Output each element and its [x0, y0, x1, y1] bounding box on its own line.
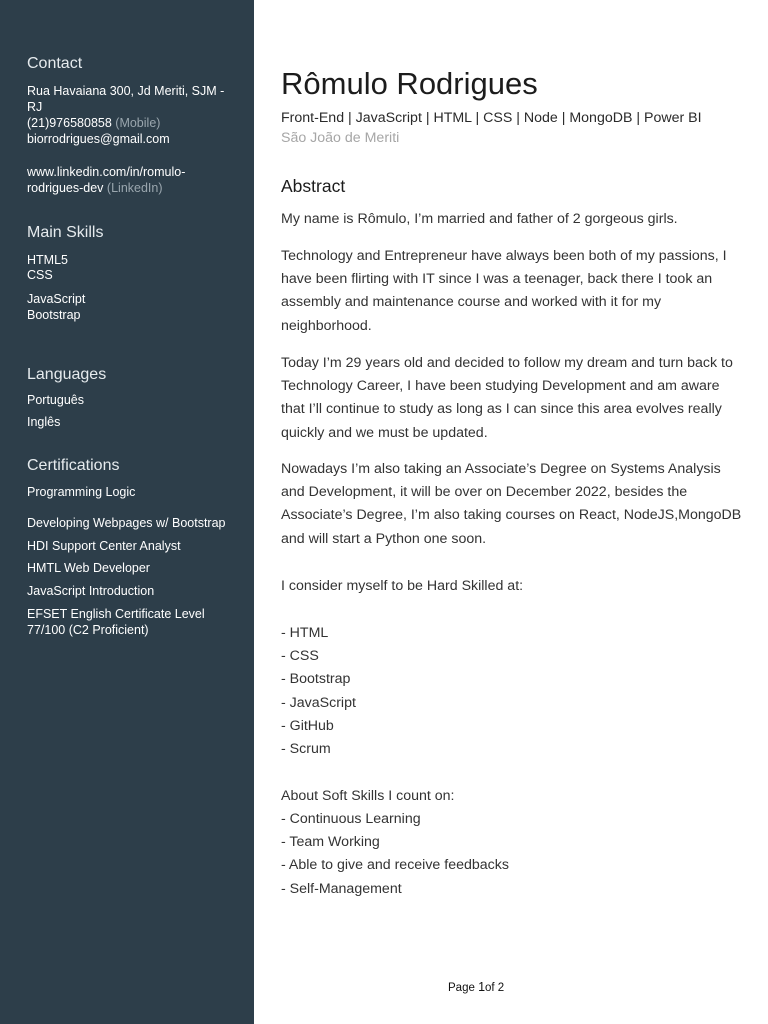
certification-item: 77/100 (C2 Proficient) — [27, 623, 149, 637]
hard-skill-item: - Bootstrap — [281, 671, 351, 687]
address-line-1: Rua Havaiana 300, Jd Meriti, SJM - — [27, 84, 225, 98]
soft-skill-item: - Able to give and receive feedbacks — [281, 857, 509, 873]
page-footer — [448, 980, 504, 994]
linkedin-link-line-2[interactable] — [27, 180, 163, 196]
linkedin-type: (LinkedIn) — [106, 181, 163, 195]
hard-skill-item: - Scrum — [281, 741, 331, 757]
certification-item: JavaScript Introduction — [27, 584, 155, 598]
skill-item: HTML5 — [27, 253, 68, 267]
languages-heading: Languages — [27, 366, 107, 383]
certification-item: HMTL Web Developer — [27, 561, 150, 575]
person-name: Rômulo Rodrigues — [281, 66, 538, 101]
skill-item: JavaScript — [27, 292, 86, 306]
phone-type: (Mobile) — [115, 116, 161, 130]
soft-skill-item: - Continuous Learning — [281, 811, 421, 827]
abstract-heading: Abstract — [281, 176, 346, 196]
location: São João de Meriti — [281, 130, 400, 146]
hard-skills-intro: I consider myself to be Hard Skilled at: — [281, 578, 524, 594]
page-current: 1 — [478, 980, 486, 994]
language-item: Português — [27, 393, 84, 407]
language-item: Inglês — [27, 415, 61, 429]
skill-item: Bootstrap — [27, 308, 81, 322]
hard-skill-item: - JavaScript — [281, 695, 356, 711]
sidebar — [0, 0, 254, 1024]
page-total: of 2 — [485, 982, 505, 994]
phone-line — [27, 115, 160, 131]
page-label: Page — [448, 982, 475, 994]
certifications-heading: Certifications — [27, 457, 120, 474]
email-link[interactable]: biorrodrigues@gmail.com — [27, 132, 170, 146]
soft-skills-intro: About Soft Skills I count on: — [281, 788, 455, 804]
hard-skill-item: - GitHub — [281, 718, 334, 734]
certification-item: EFSET English Certificate Level — [27, 607, 205, 621]
address-line-2: RJ — [27, 100, 43, 114]
skill-item: CSS — [27, 268, 53, 282]
hard-skill-item: - HTML — [281, 625, 329, 641]
contact-heading: Contact — [27, 55, 83, 72]
main-skills-heading: Main Skills — [27, 224, 104, 241]
linkedin-handle[interactable]: rodrigues-dev — [27, 181, 104, 195]
certification-item: Programming Logic — [27, 485, 136, 499]
linkedin-link-line-1[interactable]: www.linkedin.com/in/romulo- — [27, 165, 186, 179]
abstract-paragraph: Nowadays I’m also taking an Associate’s Degree on Systems Analysis and Development, it will be over on December 2022, besides the Associate’s Degree, I’m also taking courses on React, NodeJS,MongoDB and will start a Python one soon. — [281, 461, 742, 547]
headline: Front-End | JavaScript | HTML | CSS | Node | MongoDB | Power BI — [281, 110, 702, 126]
abstract-paragraph: My name is Rômulo, I’m married and father of 2 gorgeous girls. — [281, 211, 678, 227]
certification-item: Developing Webpages w/ Bootstrap — [27, 516, 226, 530]
phone-number: (21)976580858 — [27, 116, 112, 130]
soft-skill-item: - Self-Management — [281, 881, 402, 897]
abstract-paragraph: Technology and Entrepreneur have always been both of my passions, I have been flirting with IT since I was a teenager, back there I took an assembly and maintenance course and worked with it for my neighborhood. — [281, 248, 727, 334]
hard-skill-item: - CSS — [281, 648, 319, 664]
abstract-paragraph: Today I’m 29 years old and decided to follow my dream and turn back to Technology Career, I have been studying Development and am aware that I’ll continue to study as long as I can since this area evolves really quickly and we must be updated. — [281, 355, 733, 441]
soft-skill-item: - Team Working — [281, 834, 380, 850]
certification-item: HDI Support Center Analyst — [27, 539, 181, 553]
